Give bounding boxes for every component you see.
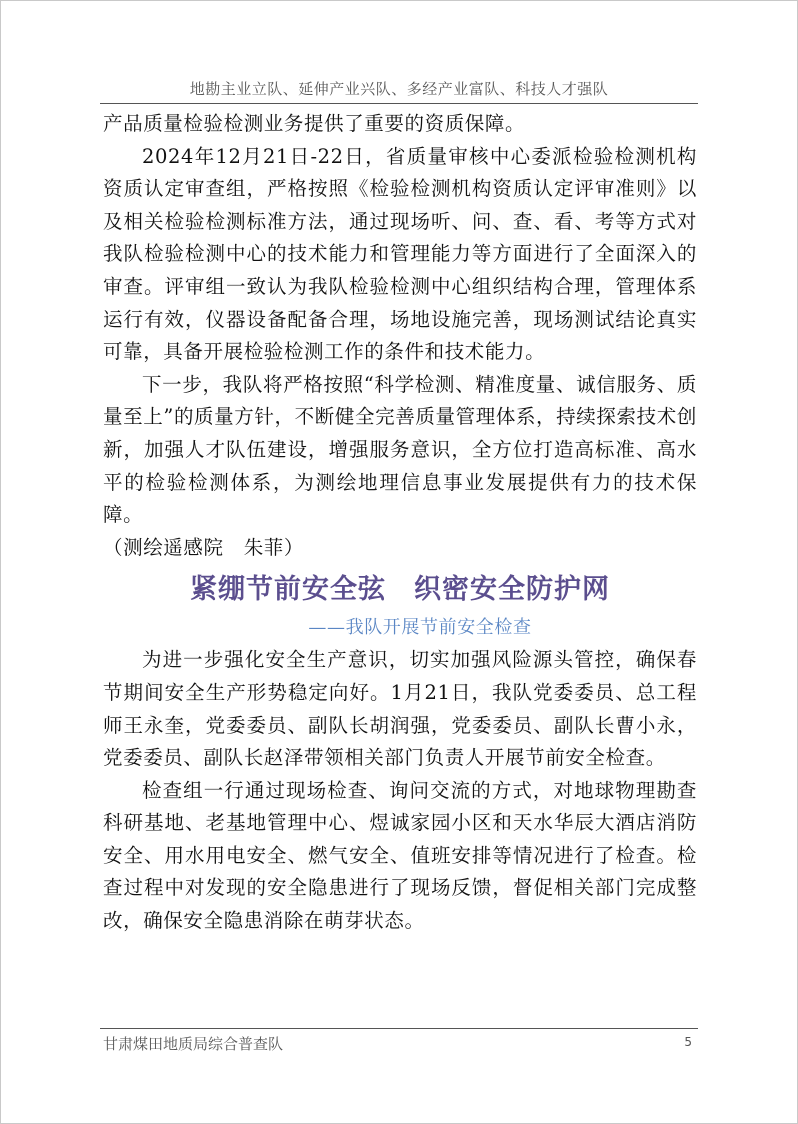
footer-divider bbox=[100, 1028, 698, 1029]
header-divider bbox=[100, 103, 698, 104]
footer-organization: 甘肃煤田地质局综合普查队 bbox=[103, 1035, 284, 1053]
article2-title: 紧绷节前安全弦 织密安全防护网 bbox=[190, 574, 610, 606]
article1-paragraph-2: 下一步，我队将严格按照“科学检测、精准度量、诚信服务、质量至上”的质量方针，不断健全完善质量管理体系，持续探索技术创新，加强人才队伍建设，增强服务意识，全方位打造高标准、高水平的检验检测体系，为测绘地理信息事业发展提供有力的技术保障。 bbox=[103, 372, 697, 527]
header-slogan: 地勘主业立队、延伸产业兴队、多经产业富队、科技人才强队 bbox=[189, 80, 609, 98]
article1-paragraph-1: 2024年12月21日-22日，省质量审核中心委派检验检测机构资质认定审查组，严格按照《检验检测机构资质认定评审准则》以及相关检验检测标准方法，通过现场听、问、查、看、考等方式对我队检验检测中心的技术能力和管理能力等方面进行了全面深入的审查。评审组一致认为我队检验检测中心组织结构合理，管理体系运行有效，仪器设备配备合理，场地设施完善，现场测试结论真实可靠，具备开展检验检测工作的条件和技术能力。 bbox=[103, 144, 697, 364]
article2-paragraph-1: 为进一步强化安全生产意识，切实加强风险源头管控，确保春节期间安全生产形势稳定向好。1月21日，我队党委委员、总工程师王永奎，党委委员、副队长胡润强，党委委员、副队长曹小永，党委委员、副队长赵泽带领相关部门负责人开展节前安全检查。 bbox=[103, 648, 697, 770]
article2-paragraph-2: 检查组一行通过现场检查、询问交流的方式，对地球物理勘查科研基地、老基地管理中心、煜诚家园小区和天水华辰大酒店消防安全、用水用电安全、燃气安全、值班安排等情况进行了检查。检查过程中对发现的安全隐患进行了现场反馈，督促相关部门完成整改，确保安全隐患消除在萌芽状态。 bbox=[103, 778, 697, 933]
page-content bbox=[103, 108, 697, 938]
article2-subtitle: ——我队开展节前安全检查 bbox=[308, 617, 532, 639]
page-number: 5 bbox=[684, 1035, 692, 1049]
article1-continued-paragraph: 产品质量检验检测业务提供了重要的资质保障。 bbox=[103, 112, 526, 135]
article1-signature: （测绘遥感院 朱菲） bbox=[103, 535, 305, 559]
